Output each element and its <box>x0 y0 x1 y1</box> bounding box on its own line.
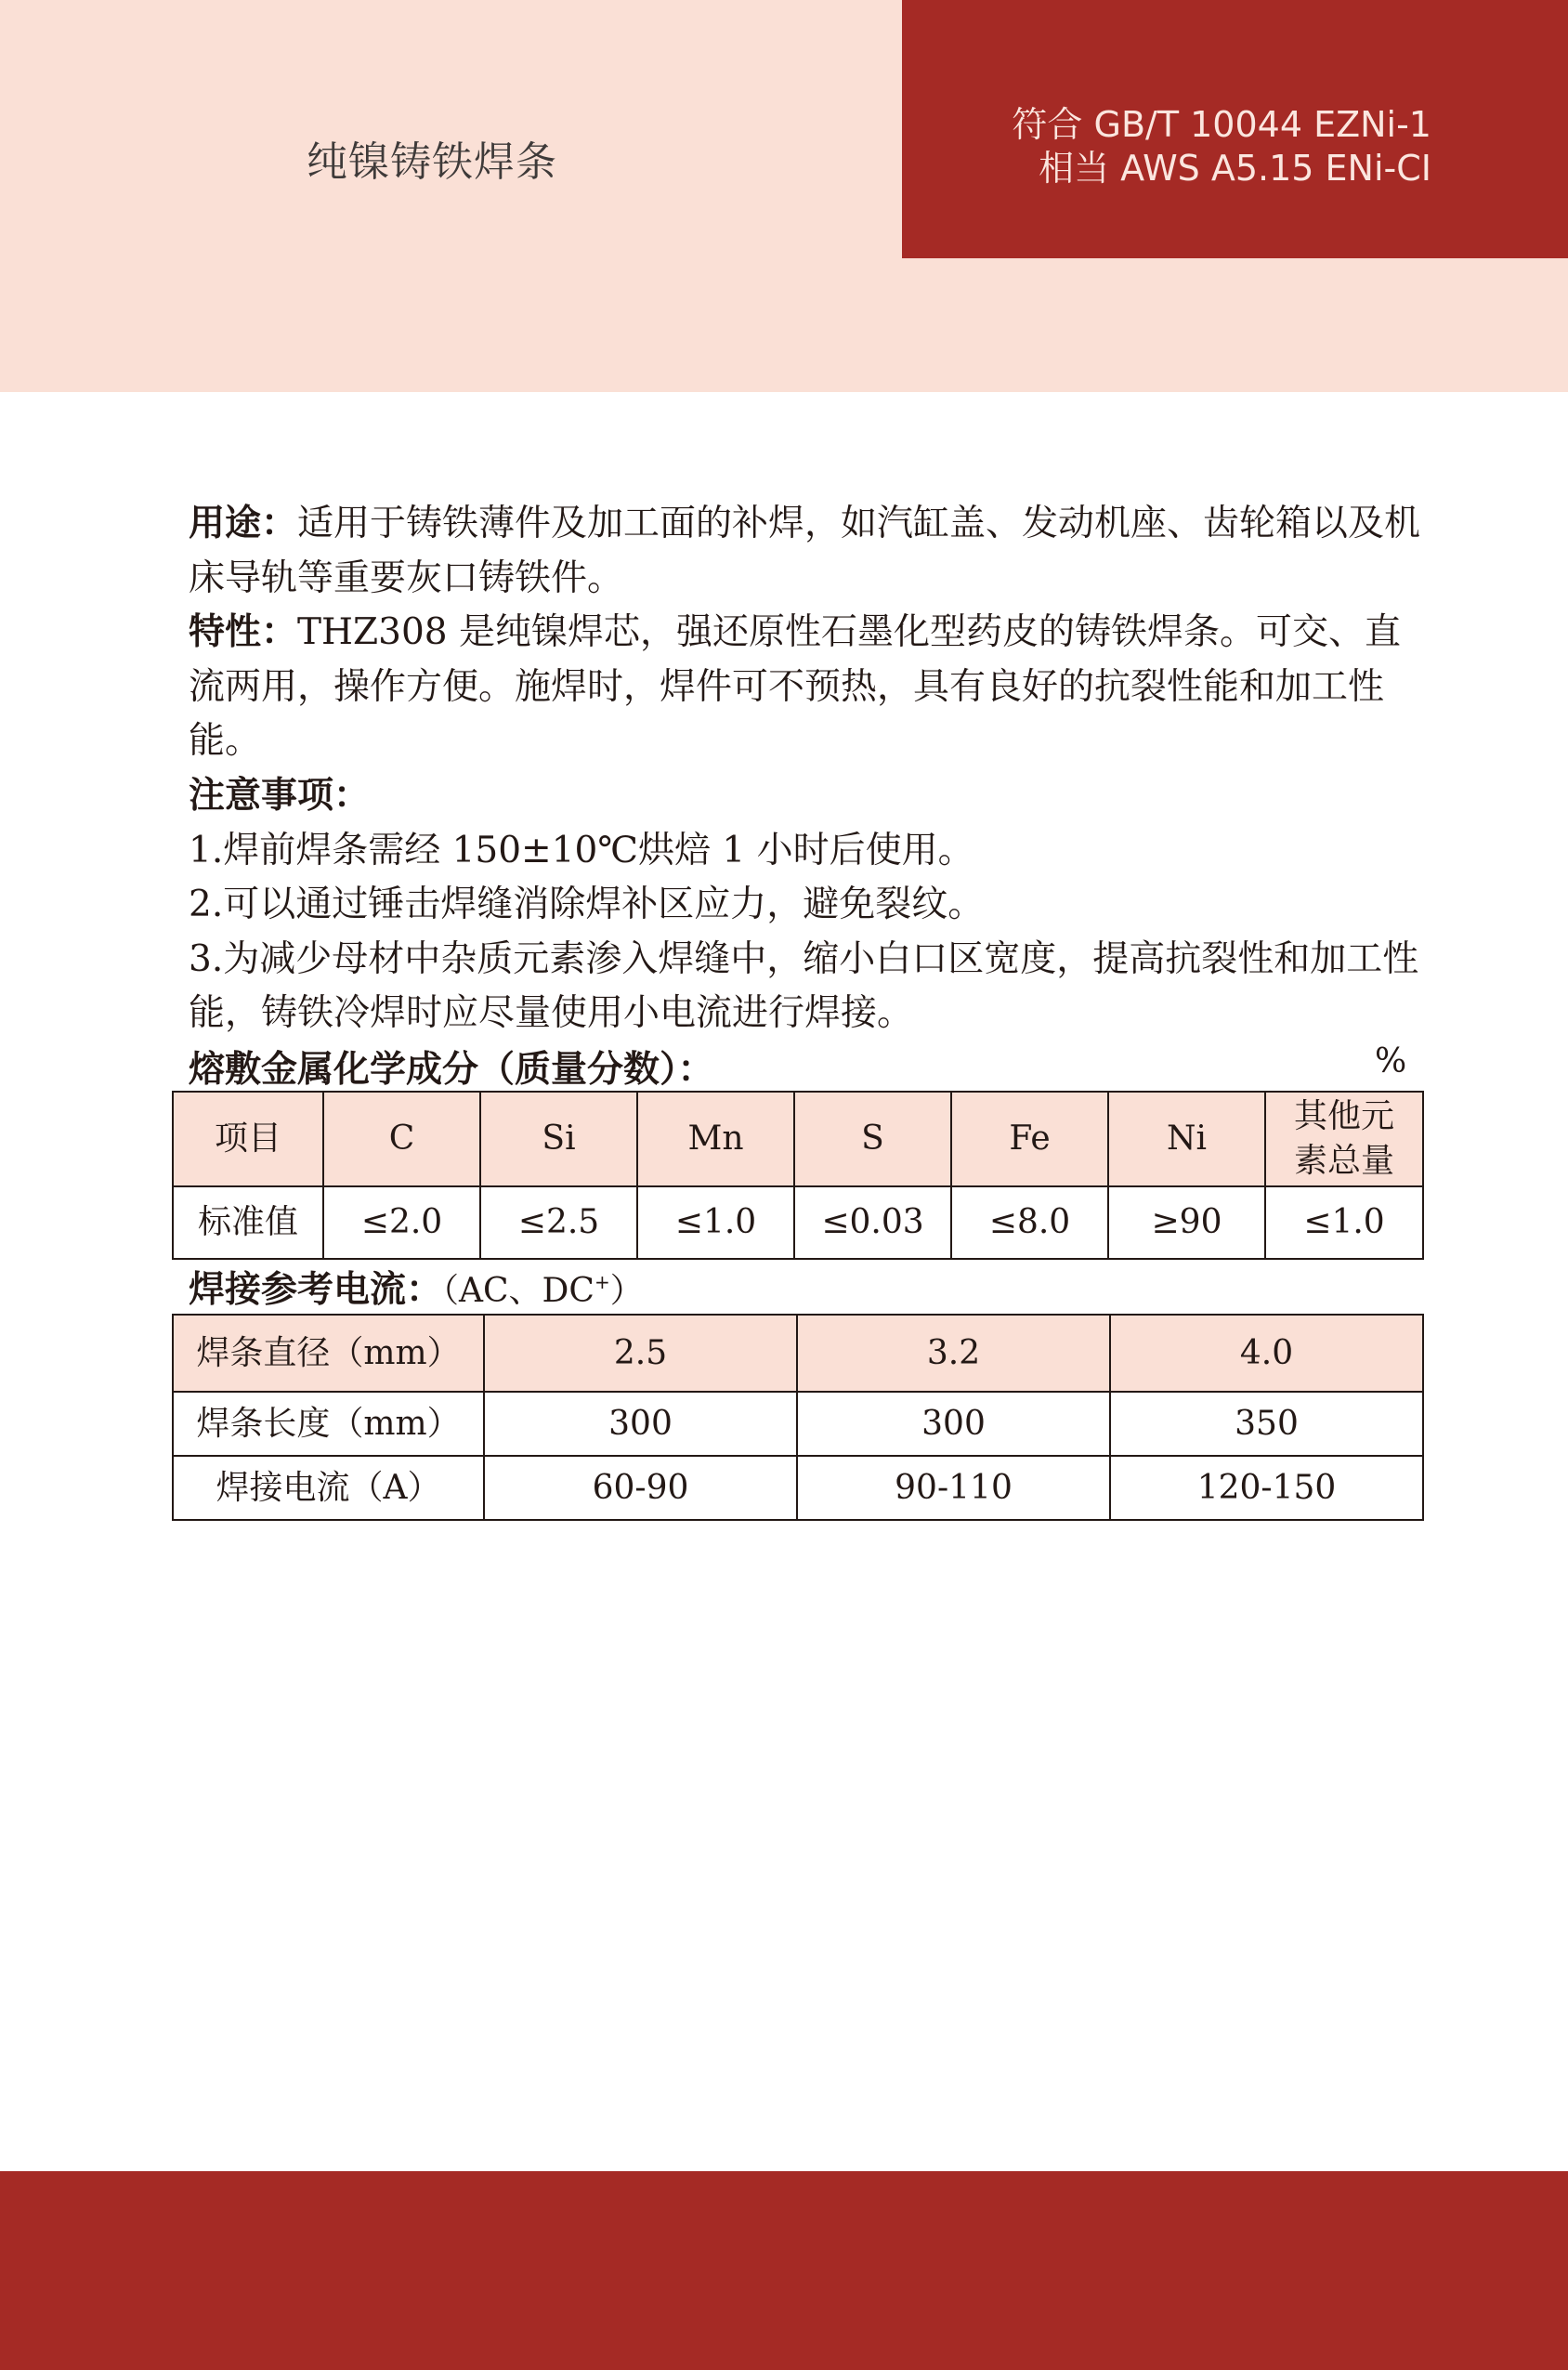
table-header-cell: 3.2 <box>797 1315 1110 1392</box>
composition-unit: % <box>1375 1042 1407 1080</box>
current-header-row <box>173 1315 1423 1392</box>
table-header-cell: 其他元素总量 <box>1265 1092 1423 1186</box>
table-cell: 标准值 <box>173 1186 323 1259</box>
table-cell: 焊条长度（mm） <box>173 1392 484 1456</box>
product-title: 纯镍铸铁焊条 <box>307 138 557 186</box>
table-cell: ≤8.0 <box>951 1186 1108 1259</box>
table-cell: 300 <box>484 1392 797 1456</box>
table-cell: 90-110 <box>797 1456 1110 1520</box>
description-body <box>189 497 1424 1041</box>
note-item-3: 3.为减少母材中杂质元素渗入焊缝中，缩小白口区宽度，提高抗裂性和加工性能，铸铁冷焊时应尽量使用小电流进行焊接。 <box>189 937 1419 1035</box>
table-header-cell: 焊条直径（mm） <box>173 1315 484 1392</box>
table-header-cell: Si <box>480 1092 637 1186</box>
note-item-2: 2.可以通过锤击焊缝消除焊补区应力，避免裂纹。 <box>189 884 985 926</box>
table-header-cell: Mn <box>637 1092 794 1186</box>
feature-label: 特性： <box>189 611 298 654</box>
standard-box <box>902 0 1568 258</box>
current-title-label: 焊接参考电流： <box>189 1269 443 1311</box>
table-cell: ≥90 <box>1108 1186 1265 1259</box>
feature-paragraph <box>189 606 1424 769</box>
table-cell: ≤0.03 <box>794 1186 951 1259</box>
table-row <box>173 1456 1423 1520</box>
usage-label: 用途： <box>189 503 298 544</box>
standard-aws: 相当 AWS A5.15 ENi-CI <box>1039 148 1431 189</box>
notes-label: 注意事项： <box>189 774 371 817</box>
composition-value-row <box>173 1186 1423 1259</box>
feature-text: THZ308 是纯镍焊芯，强还原性石墨化型药皮的铸铁焊条。可交、直流两用，操作方便。施焊时，焊件可不预热，具有良好的抗裂性能和加工性能。 <box>189 611 1401 763</box>
table-cell: ≤2.5 <box>480 1186 637 1259</box>
current-title-close: ） <box>609 1272 644 1310</box>
current-title-sup: + <box>594 1271 610 1293</box>
current-table <box>172 1314 1424 1521</box>
table-header-cell: Fe <box>951 1092 1108 1186</box>
table-header-cell: Ni <box>1108 1092 1265 1186</box>
composition-title: 熔敷金属化学成分（质量分数）： <box>189 1049 714 1091</box>
table-header-cell: S <box>794 1092 951 1186</box>
composition-table <box>172 1091 1424 1260</box>
current-title-suffix: （AC、DC <box>442 1272 595 1310</box>
note-item-1: 1.焊前焊条需经 150±10℃烘焙 1 小时后使用。 <box>189 829 974 871</box>
table-header-cell: 4.0 <box>1110 1315 1423 1392</box>
composition-header-row <box>173 1092 1423 1186</box>
usage-text: 适用于铸铁薄件及加工面的补焊，如汽缸盖、发动机座、齿轮箱以及机床导轨等重要灰口铸铁件。 <box>189 503 1421 599</box>
table-header-cell: C <box>323 1092 480 1186</box>
table-header-cell: 项目 <box>173 1092 323 1186</box>
standard-gb: 符合 GB/T 10044 EZNi-1 <box>1012 104 1431 145</box>
table-cell: ≤1.0 <box>637 1186 794 1259</box>
current-title <box>189 1261 644 1313</box>
footer-band <box>0 2171 1568 2370</box>
table-cell: 300 <box>797 1392 1110 1456</box>
table-header-cell: 2.5 <box>484 1315 797 1392</box>
table-cell: 60-90 <box>484 1456 797 1520</box>
usage-paragraph <box>189 497 1424 606</box>
table-row <box>173 1392 1423 1456</box>
table-cell: 焊接电流（A） <box>173 1456 484 1520</box>
table-cell: ≤1.0 <box>1265 1186 1423 1259</box>
table-cell: ≤2.0 <box>323 1186 480 1259</box>
table-cell: 120-150 <box>1110 1456 1423 1520</box>
table-cell: 350 <box>1110 1392 1423 1456</box>
